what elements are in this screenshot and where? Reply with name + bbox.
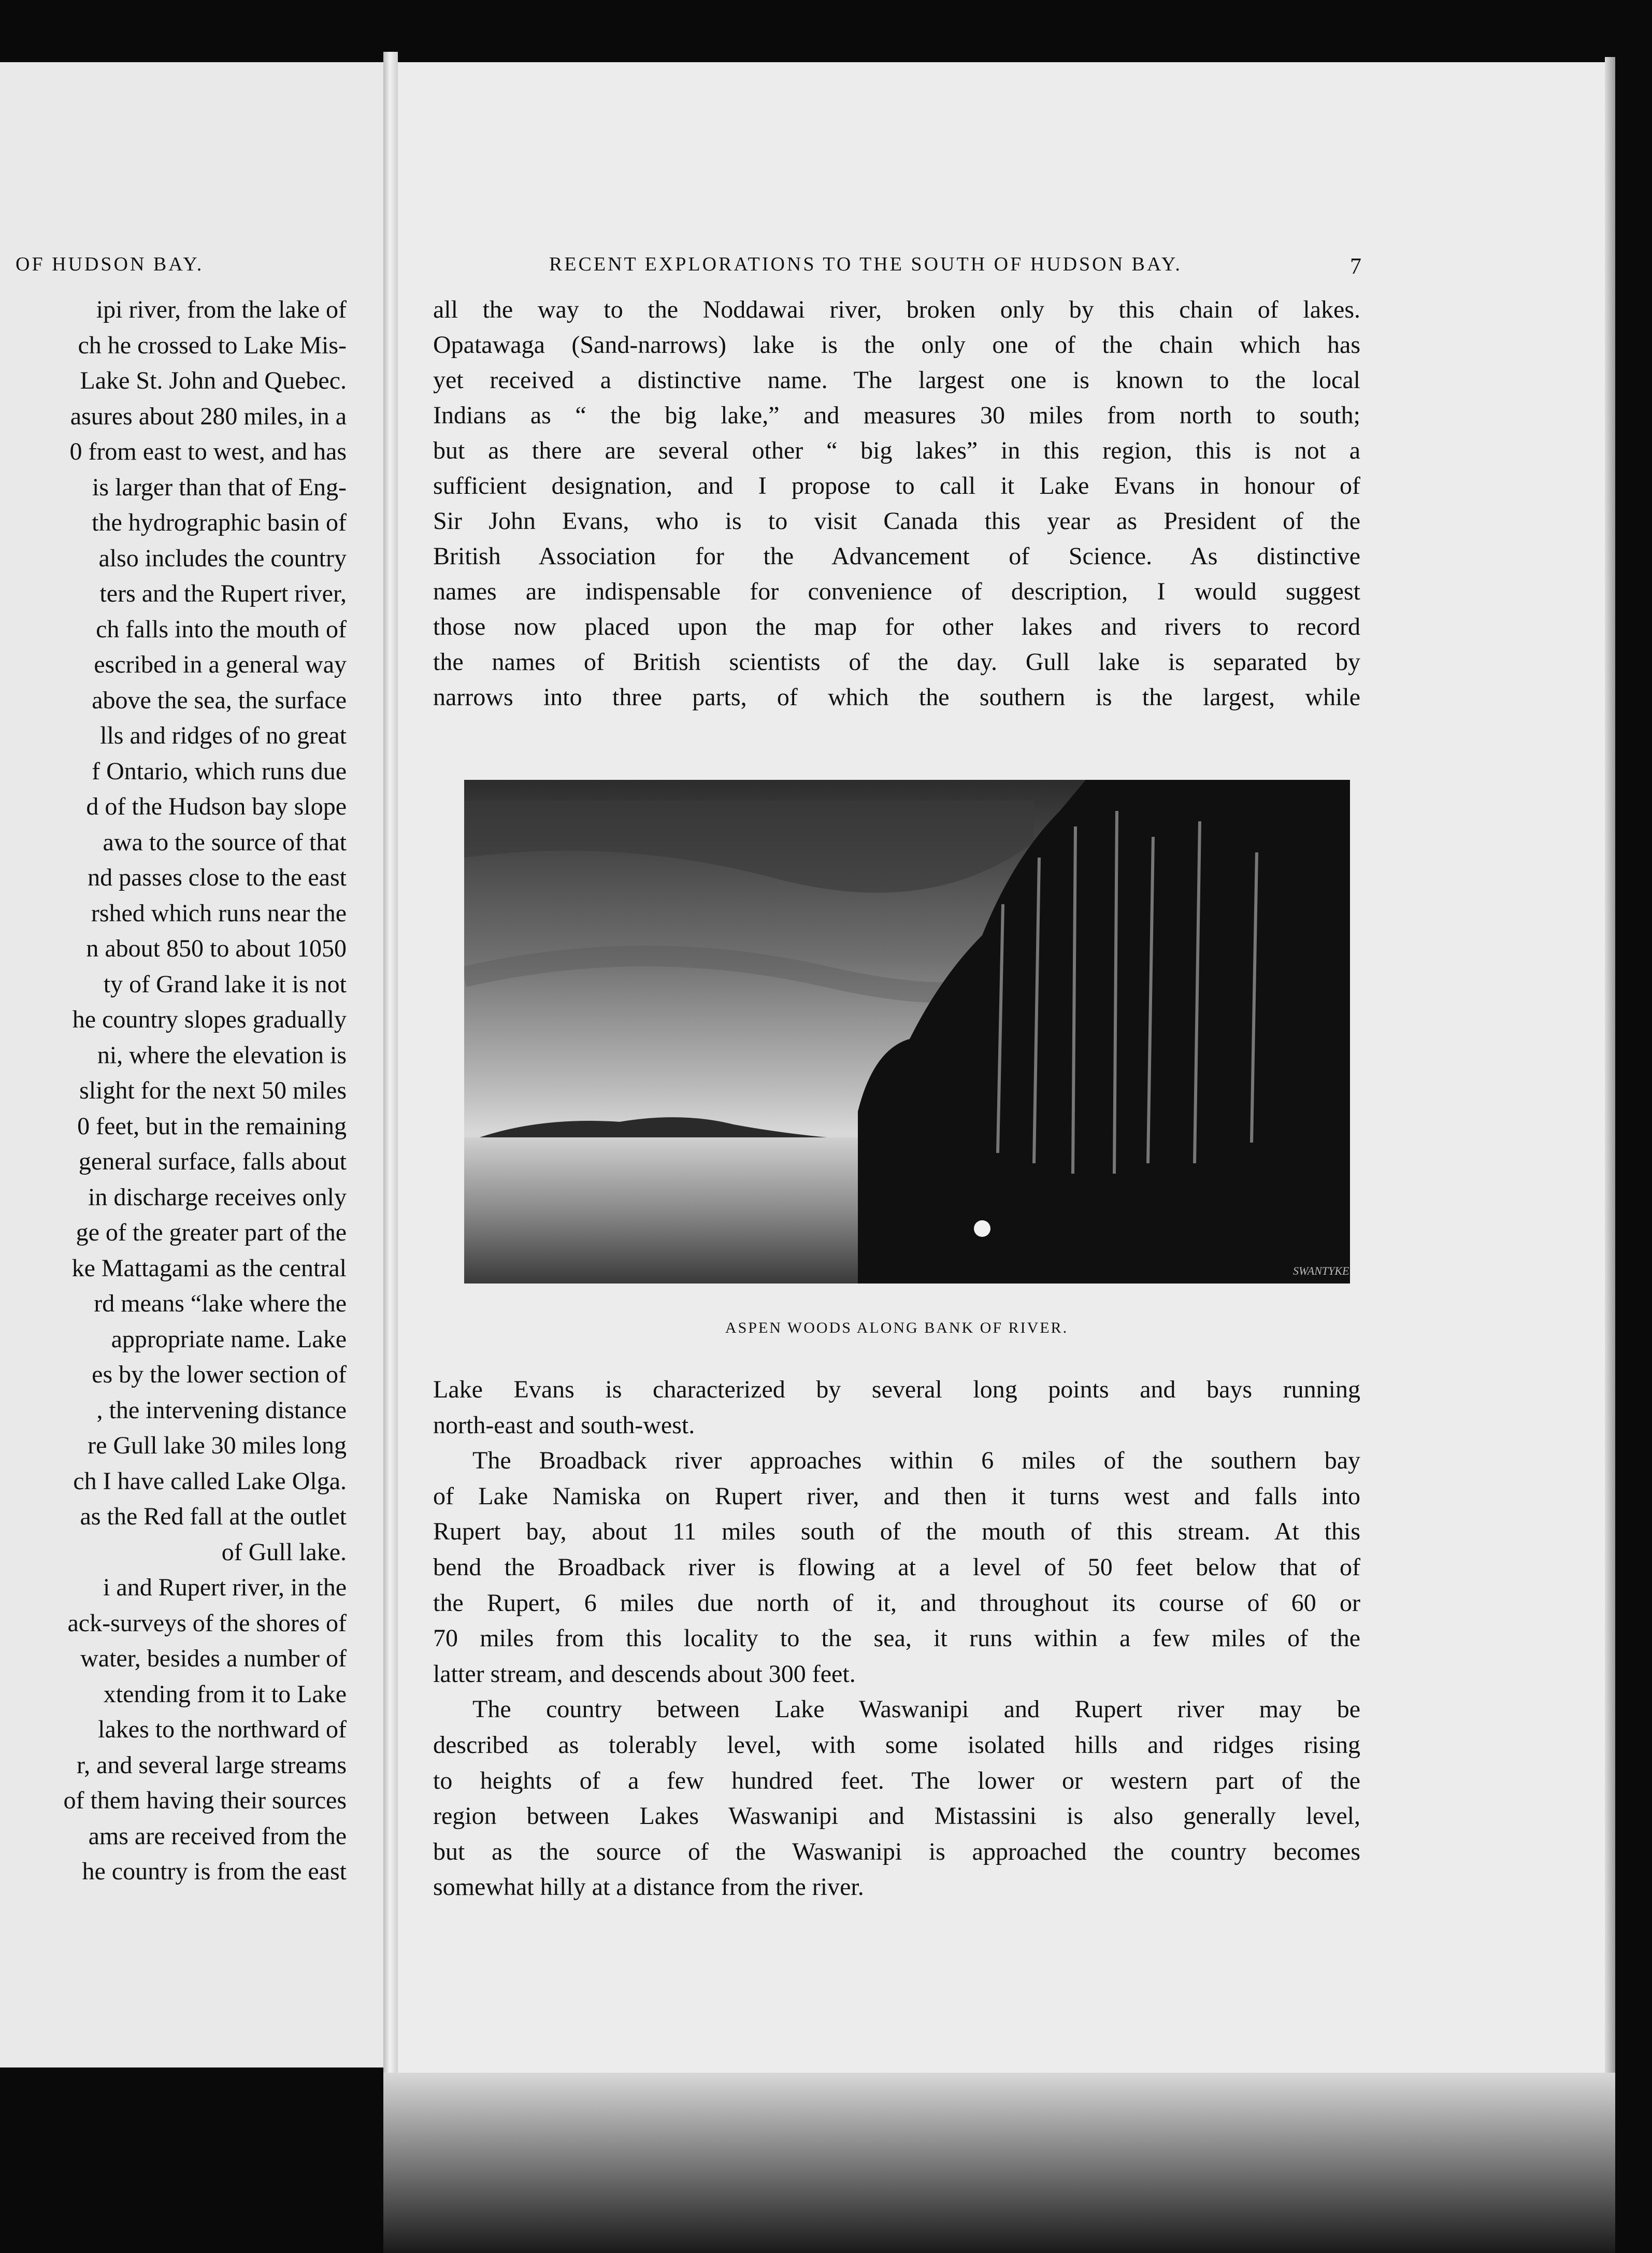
text-line: 0 from east to west, and has (69, 438, 347, 465)
text-line: north-east and south-west. (433, 1411, 695, 1439)
text-line: escribed in a general way (94, 651, 347, 678)
halftone-photo (464, 780, 1350, 1284)
text-line: region between Lakes Waswanipi and Mistassini is also generally level, (433, 1802, 1360, 1830)
text-line: latter stream, and descends about 300 feet. (433, 1660, 856, 1688)
engraver-mark: SWANTYKE (1293, 1264, 1349, 1277)
text-line: ack-surveys of the shores of (67, 1609, 347, 1637)
text-line: he country is from the east (82, 1858, 347, 1885)
text-line: The country between Lake Waswanipi and Rupert river may be (472, 1695, 1360, 1723)
text-line: British Association for the Advancement of Science. As distinctive (433, 543, 1360, 570)
text-line: of Lake Namiska on Rupert river, and then it turns west and falls into (433, 1482, 1360, 1510)
text-line: appropriate name. Lake (111, 1325, 347, 1353)
text-line: narrows into three parts, of which the southern is the largest, while (433, 683, 1360, 711)
aspen-woods-illustration (464, 780, 1350, 1284)
text-line: Lake Evans is characterized by several long points and bays running (433, 1376, 1360, 1403)
text-line: rshed which runs near the (91, 899, 347, 927)
text-line: lls and ridges of no great (100, 722, 347, 749)
text-line: but as the source of the Waswanipi is approached the country becomes (433, 1837, 1360, 1865)
right-running-head: RECENT EXPLORATIONS TO THE SOUTH OF HUDSON BAY. (549, 253, 1182, 275)
text-line: Opatawaga (Sand-narrows) lake is the only one of the chain which has (433, 331, 1360, 359)
text-line: r, and several large streams (77, 1751, 347, 1779)
figure-caption: ASPEN WOODS ALONG BANK OF RIVER. (725, 1319, 1069, 1336)
left-running-head: OF HUDSON BAY. (16, 253, 204, 275)
text-line: n about 850 to about 1050 (86, 935, 347, 962)
text-line: asures about 280 miles, in a (70, 402, 347, 430)
text-line: is larger than that of Eng- (92, 473, 347, 501)
text-line: The Broadback river approaches within 6 miles of the southern bay (472, 1447, 1360, 1475)
text-line: in discharge receives only (88, 1183, 347, 1211)
text-line: also includes the country (98, 544, 347, 572)
text-line: the hydrographic basin of (92, 509, 347, 536)
text-line: f Ontario, which runs due (92, 757, 347, 785)
text-line: general surface, falls about (78, 1148, 347, 1175)
text-line: Indians as “ the big lake,” and measures 30 miles from north to south; (433, 402, 1360, 429)
text-line: of them having their sources (63, 1787, 347, 1814)
text-line: the Rupert, 6 miles due north of it, and throughout its course of 60 or (433, 1589, 1360, 1617)
text-line: ams are received from the (88, 1822, 347, 1850)
text-line: above the sea, the surface (92, 686, 347, 714)
text-line: 0 feet, but in the remaining (77, 1112, 347, 1140)
text-line: d of the Hudson bay slope (86, 793, 347, 820)
text-line: sufficient designation, and I propose to call it Lake Evans in honour of (433, 472, 1360, 500)
text-line: ch I have called Lake Olga. (73, 1467, 347, 1495)
text-line: but as there are several other “ big lakes” in this region, this is not a (433, 437, 1360, 464)
text-line: the names of British scientists of the day. Gull lake is separated by (433, 648, 1360, 676)
text-line: slight for the next 50 miles (79, 1077, 347, 1104)
text-line: i and Rupert river, in the (103, 1574, 347, 1601)
text-line: es by the lower section of (92, 1361, 347, 1388)
text-line: , the intervening distance (96, 1396, 347, 1424)
page-edge (1605, 57, 1615, 2073)
book-gutter (383, 52, 398, 2073)
text-line: of Gull lake. (221, 1538, 347, 1566)
text-line: Rupert bay, about 11 miles south of the mouth of this stream. At this (433, 1518, 1360, 1546)
text-line: bend the Broadback river is flowing at a level of 50 feet below that of (433, 1553, 1360, 1581)
text-line: water, besides a number of (80, 1645, 347, 1672)
text-line: ch he crossed to Lake Mis- (78, 331, 347, 359)
text-line: xtending from it to Lake (103, 1680, 347, 1708)
text-line: those now placed upon the map for other lakes and rivers to record (433, 613, 1360, 640)
text-line: ke Mattagami as the central (71, 1254, 347, 1282)
text-line: ge of the greater part of the (76, 1219, 347, 1246)
text-line: ty of Grand lake it is not (103, 970, 347, 998)
text-line: to heights of a few hundred feet. The lower or western part of the (433, 1766, 1360, 1794)
text-line: Sir John Evans, who is to visit Canada this year as President of the (433, 507, 1360, 535)
text-line: nd passes close to the east (88, 864, 347, 891)
text-line: yet received a distinctive name. The largest one is known to the local (433, 366, 1360, 394)
text-line: awa to the source of that (103, 828, 347, 856)
text-line: names are indispensable for convenience of description, I would suggest (433, 578, 1360, 605)
text-line: ipi river, from the lake of (96, 296, 347, 323)
text-line: lakes to the northward of (98, 1716, 347, 1743)
text-line: described as tolerably level, with some isolated hills and ridges rising (433, 1731, 1360, 1759)
text-line: rd means “lake where the (94, 1290, 347, 1317)
text-line: 70 miles from this locality to the sea, it runs within a few miles of the (433, 1624, 1360, 1652)
text-line: re Gull lake 30 miles long (88, 1432, 347, 1459)
page-number: 7 (1350, 253, 1361, 279)
text-line: he country slopes gradually (72, 1006, 347, 1033)
text-line: ch falls into the mouth of (96, 615, 347, 643)
text-line: somewhat hilly at a distance from the river. (433, 1873, 864, 1901)
text-line: as the Red fall at the outlet (80, 1503, 347, 1530)
text-line: ters and the Rupert river, (99, 580, 347, 607)
page-stack-bottom (383, 2073, 1615, 2253)
text-line: ni, where the elevation is (97, 1041, 347, 1069)
text-line: all the way to the Noddawai river, broken only by this chain of lakes. (433, 296, 1360, 323)
text-line: Lake St. John and Quebec. (80, 367, 347, 394)
